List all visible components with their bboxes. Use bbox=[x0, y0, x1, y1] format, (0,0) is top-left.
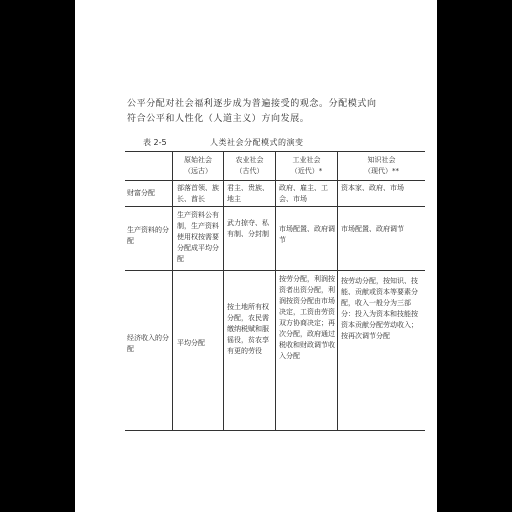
table-rule-col2 bbox=[223, 151, 224, 430]
column-header-agricultural bbox=[224, 155, 275, 177]
column-name: 农业社会 bbox=[235, 156, 264, 164]
distribution-table bbox=[75, 0, 437, 512]
table-rule-col1 bbox=[172, 151, 173, 430]
document-page bbox=[75, 0, 437, 512]
table-cell: 资本家、政府、市场 bbox=[341, 184, 404, 192]
intro-line-1: 公平分配对社会福利逐步成为普遍接受的观念。分配模式向 bbox=[127, 99, 377, 109]
column-name: 原始社会 bbox=[184, 156, 212, 164]
column-era: （现代）** bbox=[364, 167, 399, 175]
table-rule-bottom bbox=[125, 430, 425, 431]
column-era: （古代） bbox=[235, 167, 264, 175]
table-cell: 市场配置、政府调节 bbox=[279, 225, 335, 244]
table-cell: 武力掠夺、私有制、分封制 bbox=[227, 219, 269, 238]
table-cell: 部落首领、族长、酋长 bbox=[177, 184, 219, 203]
table-cell: 按土地所有权分配，农民需缴纳税赋和服徭役，贫农享有更的劳役 bbox=[227, 303, 269, 355]
table-title: 人类社会分配模式的演变 bbox=[210, 138, 304, 147]
column-name: 工业社会 bbox=[292, 156, 321, 164]
row-label-income: 经济收入的分配 bbox=[127, 334, 169, 353]
table-cell: 按劳分配，利润按资者出资分配，利润按资分配由市场决定，工资由劳资双方协商决定；再次分配，政府通过税收和财政调节收入分配 bbox=[279, 275, 335, 360]
intro-line-2: 符合公平和人性化（人道主义）方向发展。 bbox=[127, 114, 310, 124]
table-rule-col4 bbox=[337, 151, 338, 430]
table-cell: 生产资料公有制，生产资料使用权按需要分配成平均分配 bbox=[177, 211, 219, 263]
column-name: 知识社会 bbox=[367, 156, 396, 164]
table-cell: 市场配置、政府调节 bbox=[341, 225, 404, 233]
table-cell: 按劳动分配，按知识、技能、贡献或资本等要素分配，收入一般分为三部分：投入为资本和技能按资本贡献分配劳动收入；按再次调节分配 bbox=[341, 277, 418, 340]
table-cell: 政府、雇主、工会、市场 bbox=[279, 184, 328, 203]
table-rule-col3 bbox=[275, 151, 276, 430]
row-label-means-of-production: 生产资料的分配 bbox=[127, 226, 169, 245]
table-cell: 平均分配 bbox=[177, 339, 205, 347]
table-cell: 君主、贵族、地主 bbox=[227, 184, 269, 203]
column-header-industrial bbox=[276, 155, 337, 177]
column-era: （近代）* bbox=[290, 167, 323, 175]
column-header-knowledge bbox=[338, 155, 425, 177]
row-label-wealth: 财富分配 bbox=[127, 189, 155, 197]
table-number: 表 2-5 bbox=[143, 138, 167, 147]
column-header-primitive bbox=[173, 155, 223, 177]
column-era: （远古） bbox=[184, 167, 212, 175]
